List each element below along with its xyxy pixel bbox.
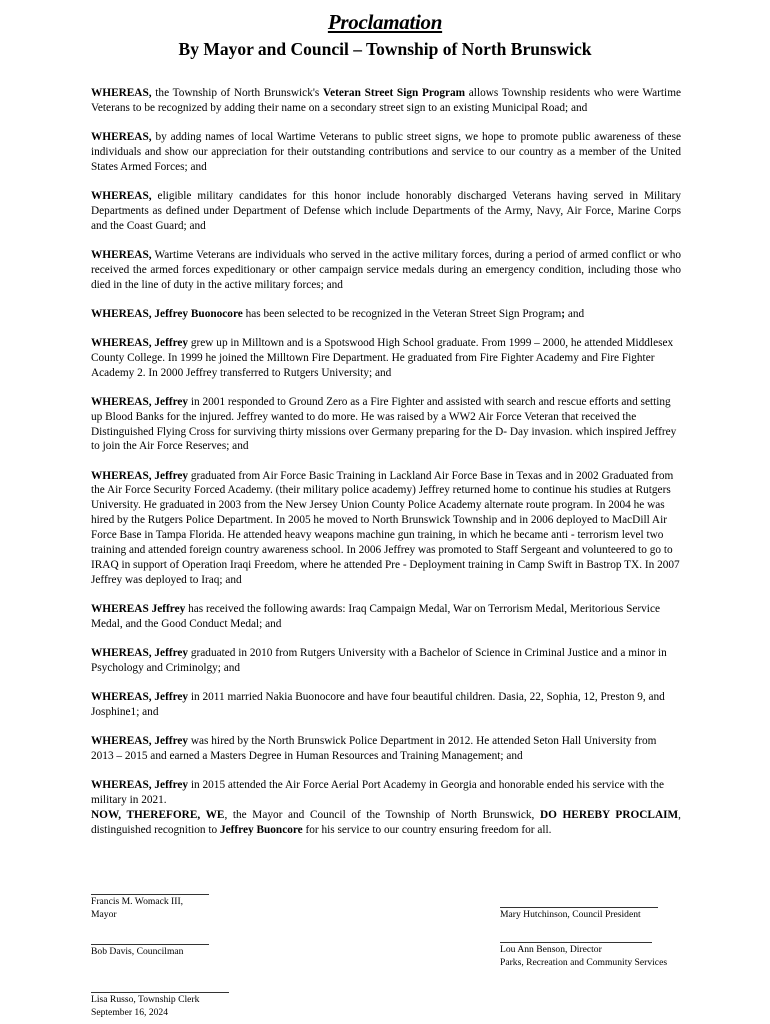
paragraph-text: , distinguished recognition to [91,808,681,836]
paragraph-lead: WHEREAS, [91,189,152,202]
whereas-paragraph [91,734,681,764]
signing-date: September 16, 2024 [91,1007,169,1018]
paragraph-lead: WHEREAS, Jeffrey [91,734,189,747]
signature-line [91,884,209,895]
director-signature-block [500,932,720,969]
proclaim-phrase: DO HEREBY PROCLAIM [539,808,679,821]
paragraph-lead: WHEREAS, Jeffrey [91,469,189,482]
mayor-name: Francis M. Womack III, Mayor [91,896,184,920]
paragraph-text: was hired by the North Brunswick Police Department in 2012. He attended Seton Hall University from 2013 – 2015 and earned a Masters Degree in Human Resources and Training Management; and [91,734,657,762]
document-title: Proclamation [327,10,443,34]
paragraph-text: has been selected to be recognized in the Veteran Street Sign Program [242,307,562,320]
signature-line [500,897,658,908]
councilman-signature-block [91,934,209,958]
whereas-paragraph [91,646,681,676]
paragraph-text: in 2015 attended the Air Force Aerial Port Academy in Georgia and honorable ended his service with the military in 2021. [91,778,665,806]
paragraph-text: allows Township residents who were Wartime Veterans to be recognized by adding their name on a secondary street sign to an existing Municipal Road; and [91,87,681,114]
paragraph-lead: WHEREAS, [91,87,152,99]
paragraph-text: Wartime Veterans are individuals who served in the active military forces, during a period of armed conflict or who received the armed forces expeditionary or other campaign service medals during an emergency condition, including those who died in the line of duty in the active military forces; and [91,248,681,291]
paragraph-text: by adding names of local Wartime Veterans to public street signs, we hope to promote public awareness of these individuals and show our appreciation for their outstanding contributions and service to our country as a member of the United States Armed Forces; and [91,131,681,173]
paragraph-lead: WHEREAS, Jeffrey [91,646,189,659]
honoree-name: Jeffrey Buoncore [219,823,303,836]
paragraph-text: for his service to our country ensuring freedom for all. [302,823,552,836]
whereas-paragraph [91,778,681,808]
whereas-paragraph [91,602,681,632]
paragraph-lead: WHEREAS, Jeffrey [91,336,189,349]
paragraph-text: in 2011 married Nakia Buonocore and have four beautiful children. Dasia, 22, Sophia, 12, Preston 9, and Josphine1; and [91,690,665,718]
paragraph-text: graduated from Air Force Basic Training in Lackland Air Force Base in Texas and in 2002 Graduated from the Air Force Security Forced Academy. (their military police academy) Jeffrey returned home to continue his studies at Rutgers University. He graduated in 2003 from the New Jersey Union County Police Academy alternate route program. In 2004 he was hired by the Rutgers Police Department. In 2005 he moved to North Brunswick Township and in 2006 deployed to MacDill Air Force Base in Tampa Florida. He attended heavy weapons machine gun training, in which he became anti - terrorism level two training and attended foreign country awareness school. In 2006 Jeffrey was promoted to Staff Sergeant and volunteered to go to IRAQ in support of Operation Iraqi Freedom, where he attended Pre - Deployment training in Camp Swift in Bastrop TX. In 2007 Jeffrey was deployed to Iraq; and [91,469,680,586]
whereas-paragraph [91,469,681,588]
whereas-paragraph [91,690,681,720]
signature-line [91,982,229,993]
councilman-name: Bob Davis, Councilman [91,946,184,957]
paragraph-text: grew up in Milltown and is a Spotswood High School graduate. From 1999 – 2000, he attended Middlesex County College. In 1999 he joined the Milltown Fire Department. He graduated from Fire Fighter Academy and Fire Fighter Academy 2. In 2000 Jeffrey transferred to Rutgers University; and [91,336,674,379]
paragraph-text: in 2001 responded to Ground Zero as a Fire Fighter and assisted with search and rescue efforts and setting up Blood Banks for the injured. Jeffrey wanted to do more. He was raised by a WW2 Air Force Veteran that received the Distinguished Flying Cross for surviving thirty missions over Germany preparing for the D- Day invasion. which inspired Jeffrey to join the Air Force Reserves; and [91,395,677,453]
proclaim-paragraph [91,808,681,838]
director-department: Parks, Recreation and Community Services [500,957,668,968]
document-subtitle: By Mayor and Council – Township of North Brunswick [178,39,592,59]
whereas-paragraph [91,307,681,322]
clerk-name: Lisa Russo, Township Clerk [91,994,200,1005]
paragraph-lead: WHEREAS, Jeffrey [91,395,189,408]
proclamation-body [91,86,681,852]
council-president-signature-block [500,897,658,921]
paragraph-bold: ; [561,307,566,320]
paragraph-text: eligible military candidates for this honor include honorably discharged Veterans having served in Military Departments as defined under Department of Defense which include Departments of the Army, Navy, Air Force, Marine Corps and the Coast Guard; and [91,189,681,232]
whereas-paragraph [91,189,681,234]
signature-line [91,934,209,945]
council-president-name: Mary Hutchinson, Council President [500,909,641,920]
whereas-paragraph [91,248,681,293]
director-name: Lou Ann Benson, Director [500,944,602,955]
paragraph-lead: WHEREAS, Jeffrey [91,690,189,703]
paragraph-text: graduated in 2010 from Rutgers University with a Bachelor of Science in Criminal Justice and a minor in Psychology and Criminolgy; and [91,646,667,674]
paragraph-lead: WHEREAS, [91,248,152,261]
program-name: Veteran Street Sign Program [323,87,466,99]
mayor-signature-block [91,884,209,921]
paragraph-lead: WHEREAS, [91,131,152,143]
paragraph-lead: WHEREAS Jeffrey [91,602,186,615]
signature-line [500,932,652,943]
clerk-signature-block [91,982,229,1019]
paragraph-text: has received the following awards: Iraq Campaign Medal, War on Terrorism Medal, Meritorious Service Medal, and the Good Conduct Medal; and [91,602,660,630]
whereas-paragraph [91,130,681,175]
paragraph-text: the Township of North Brunswick's [151,87,323,99]
paragraph-text: and [565,307,585,320]
whereas-paragraph [91,336,681,381]
paragraph-lead: WHEREAS, Jeffrey Buonocore [91,307,243,320]
whereas-paragraph [91,86,681,116]
whereas-paragraph [91,395,681,455]
paragraph-text: , the Mayor and Council of the Township of North Brunswick, [224,808,540,821]
paragraph-lead: NOW, THEREFORE, WE [91,808,225,821]
paragraph-lead: WHEREAS, Jeffrey [91,778,189,791]
